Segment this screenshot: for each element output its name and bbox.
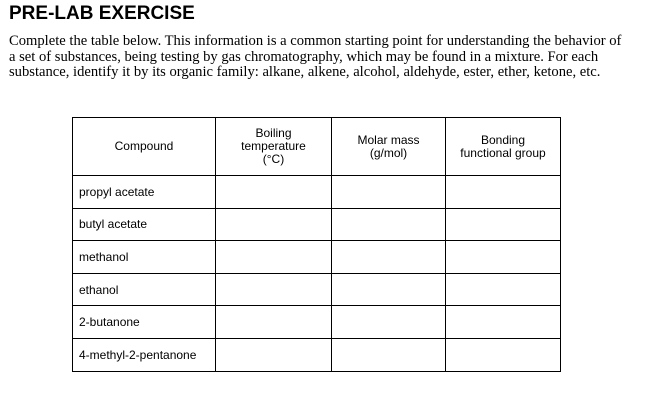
functional-group-cell[interactable] — [446, 306, 561, 339]
table-header-row — [73, 118, 561, 176]
table-row — [73, 241, 561, 274]
instructions-paragraph: Complete the table below. This information is a common starting point for understanding the behavior of a set of substances, being testing by gas chromatography, which may be found in a mixture. For each substance, identify it by its organic family: alkane, alkene, alcohol, aldehyde, ester, ether, ketone, etc. — [9, 33, 622, 81]
boiling-cell[interactable] — [216, 208, 332, 241]
compound-cell: butyl acetate — [73, 208, 216, 241]
table-row — [73, 208, 561, 241]
molar-mass-cell[interactable] — [332, 208, 446, 241]
substance-table — [72, 117, 561, 372]
header-bonding-line1: Bonding — [480, 132, 526, 147]
header-bonding-line2: functional group — [460, 145, 546, 160]
header-compound — [73, 118, 216, 176]
header-boiling-line2: temperature — [241, 139, 306, 153]
molar-mass-cell[interactable] — [332, 306, 446, 339]
functional-group-cell[interactable] — [446, 241, 561, 274]
header-bonding-group — [446, 118, 561, 176]
compound-cell: methanol — [73, 241, 216, 274]
table-row — [73, 306, 561, 339]
header-boiling-line1: Boiling — [255, 126, 292, 140]
molar-mass-cell[interactable] — [332, 338, 446, 371]
page-title: PRE-LAB EXERCISE — [9, 3, 195, 24]
boiling-cell[interactable] — [216, 273, 332, 306]
molar-mass-cell[interactable] — [332, 273, 446, 306]
header-molar-line1: Molar mass — [357, 132, 420, 147]
functional-group-cell[interactable] — [446, 208, 561, 241]
table-row — [73, 176, 561, 209]
compound-cell: 2-butanone — [73, 306, 216, 339]
functional-group-cell[interactable] — [446, 338, 561, 371]
header-molar-unit: (g/mol) — [369, 145, 408, 160]
boiling-cell[interactable] — [216, 306, 332, 339]
header-boiling-unit: (°C) — [262, 152, 285, 166]
header-compound-label: Compound — [114, 139, 174, 153]
boiling-cell[interactable] — [216, 176, 332, 209]
functional-group-cell[interactable] — [446, 273, 561, 306]
molar-mass-cell[interactable] — [332, 241, 446, 274]
header-boiling-temperature — [216, 118, 332, 176]
table-row — [73, 273, 561, 306]
compound-cell: propyl acetate — [73, 176, 216, 209]
boiling-cell[interactable] — [216, 241, 332, 274]
compound-cell: 4-methyl-2-pentanone — [73, 338, 216, 371]
header-molar-mass — [332, 118, 446, 176]
table-row — [73, 338, 561, 371]
boiling-cell[interactable] — [216, 338, 332, 371]
compound-cell: ethanol — [73, 273, 216, 306]
molar-mass-cell[interactable] — [332, 176, 446, 209]
functional-group-cell[interactable] — [446, 176, 561, 209]
